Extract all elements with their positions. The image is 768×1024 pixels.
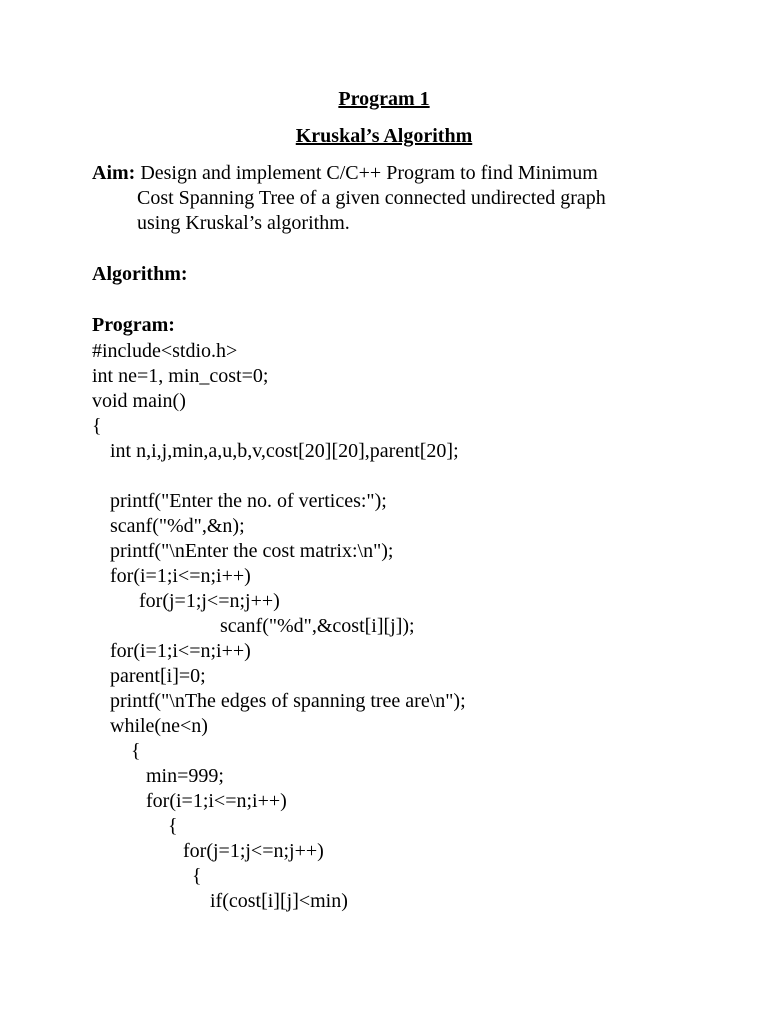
code-line: { xyxy=(192,865,202,887)
code-line: #include<stdio.h> xyxy=(92,340,238,362)
aim-label: Aim: xyxy=(92,162,136,184)
code-line: if(cost[i][j]<min) xyxy=(210,890,348,912)
aim-line-2: Cost Spanning Tree of a given connected undirected graph xyxy=(137,187,606,209)
aim-line-3: using Kruskal’s algorithm. xyxy=(137,212,350,234)
code-line: int ne=1, min_cost=0; xyxy=(92,365,269,387)
code-line: for(j=1;j<=n;j++) xyxy=(183,840,324,862)
code-line: scanf("%d",&n); xyxy=(110,515,245,537)
aim-paragraph xyxy=(92,161,692,236)
code-line: void main() xyxy=(92,390,186,412)
code-line: { xyxy=(131,740,141,762)
code-line: { xyxy=(168,815,178,837)
program-title: Program 1 xyxy=(338,88,430,110)
aim-line-1 xyxy=(92,161,692,186)
algorithm-title: Kruskal’s Algorithm xyxy=(295,125,473,147)
code-line: { xyxy=(92,415,102,437)
code-line: int n,i,j,min,a,u,b,v,cost[20][20],parent[20]; xyxy=(110,440,459,462)
code-line: scanf("%d",&cost[i][j]); xyxy=(220,615,415,637)
code-line: for(j=1;j<=n;j++) xyxy=(139,590,280,612)
code-line: printf("\nThe edges of spanning tree are\n"); xyxy=(110,690,466,712)
code-line: for(i=1;i<=n;i++) xyxy=(146,790,287,812)
program-heading: Program: xyxy=(92,314,175,336)
code-line: for(i=1;i<=n;i++) xyxy=(110,640,251,662)
code-line: parent[i]=0; xyxy=(110,665,206,687)
code-line: for(i=1;i<=n;i++) xyxy=(110,565,251,587)
algorithm-heading: Algorithm: xyxy=(92,263,188,285)
code-line: printf("Enter the no. of vertices:"); xyxy=(110,490,387,512)
aim-text-1: Design and implement C/C++ Program to find Minimum xyxy=(135,162,598,184)
code-line: printf("\nEnter the cost matrix:\n"); xyxy=(110,540,394,562)
code-line: min=999; xyxy=(146,765,224,787)
code-line: while(ne<n) xyxy=(110,715,208,737)
